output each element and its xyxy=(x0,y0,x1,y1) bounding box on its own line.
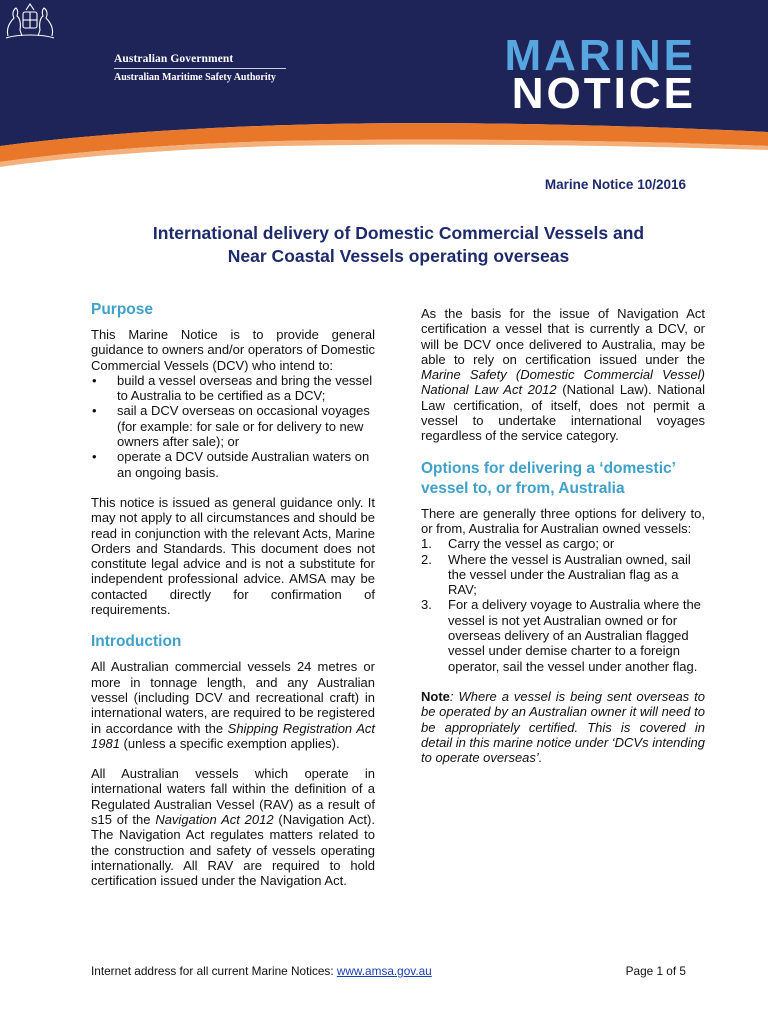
agency-name: Australian Maritime Safety Authority xyxy=(114,72,276,83)
note-label: Note xyxy=(421,688,450,704)
amsa-website-link[interactable]: www.amsa.gov.au xyxy=(336,964,432,978)
text-run: (National Law). National Law certification, of itself, does not permit a vessel to undertake international voyages regardless of the service category. xyxy=(421,382,705,444)
act-title: Navigation Act 2012 xyxy=(155,812,274,828)
purpose-list xyxy=(91,373,375,480)
text-run: All Australian vessels which operate in international waters fall within the definition of a Regulated Australian Vessel (RAV) as a result of s15 of the xyxy=(91,766,375,828)
list-item: • build a vessel overseas and bring the vessel to Australia to be certified as a DCV; xyxy=(91,373,375,404)
title-line-2: Near Coastal Vessels operating overseas xyxy=(227,246,570,266)
government-identity xyxy=(114,53,286,83)
introduction-paragraph-1 xyxy=(91,659,375,751)
text-run: (unless a specific exemption applies). xyxy=(119,735,340,751)
introduction-heading: Introduction xyxy=(91,633,182,651)
certification-paragraph xyxy=(421,306,705,444)
marine-notice-brand xyxy=(504,31,696,118)
title-line-1: International delivery of Domestic Commercial Vessels and xyxy=(152,223,645,243)
header-banner xyxy=(0,0,768,170)
list-item: • operate a DCV outside Australian waters on an ongoing basis. xyxy=(91,449,375,480)
options-intro: There are generally three options for delivery to, or from, Australia for Australian owned vessels: xyxy=(421,505,705,536)
list-text: Where the vessel is Australian owned, sail the vessel under the Australian flag as a RAV; xyxy=(448,551,691,598)
list-text: Carry the vessel as cargo; or xyxy=(448,536,615,552)
text-run: All Australian commercial vessels 24 metres or more in tonnage length, and any Australian vessel (including DCV and recreational craft) in international waters, are required to be registered in accordance with the xyxy=(91,659,375,736)
note-paragraph xyxy=(421,689,705,765)
right-column xyxy=(421,306,705,780)
footer-text: Internet address for all current Marine Notices: xyxy=(91,964,337,978)
document-title xyxy=(60,222,737,268)
list-number: 3. xyxy=(421,597,432,613)
brand-line-2: NOTICE xyxy=(511,69,696,118)
brand-line-1: MARINE xyxy=(504,31,696,80)
left-column xyxy=(91,300,375,904)
list-item xyxy=(421,552,705,598)
coat-of-arms-icon xyxy=(0,0,60,40)
list-number: 1. xyxy=(421,536,432,552)
page-footer xyxy=(91,964,686,978)
act-title: Shipping Registration Act 1981 xyxy=(91,720,375,751)
text-run: (Navigation Act). The Navigation Act regulates matters related to the construction and safety of vessels operating internationally. All RAV are required to hold certification issued under the Navigation Act. xyxy=(91,812,375,889)
introduction-paragraph-2 xyxy=(91,766,375,888)
list-item: • sail a DCV overseas on occasional voyages (for example: for sale or for delivery to new owners after sale); or xyxy=(91,403,375,449)
act-title: Marine Safety (Domestic Commercial Vessel) National Law Act 2012 xyxy=(421,367,705,398)
purpose-heading: Purpose xyxy=(91,301,154,318)
text-run: As the basis for the issue of Navigation Act certification a vessel that is currently a DCV, or will be DCV once delivered to Australia, may be able to rely on certification issued under the xyxy=(421,306,705,367)
government-name: Australian Government xyxy=(114,53,234,65)
list-item xyxy=(421,597,705,673)
identity-divider xyxy=(114,68,286,69)
options-heading: Options for delivering a ‘domestic’ vessel to, or from, Australia xyxy=(421,459,676,497)
notice-number: Marine Notice 10/2016 xyxy=(544,177,686,192)
list-number: 2. xyxy=(421,551,432,567)
page-number: Page 1 of 5 xyxy=(625,964,686,978)
list-item xyxy=(421,536,705,551)
list-text: For a delivery voyage to Australia where the vessel is not yet Australian owned or for overseas delivery of an Australian flagged vessel under demise charter to a foreign operator, sail the vessel under another flag. xyxy=(448,597,701,674)
options-list xyxy=(421,536,705,674)
note-text: : Where a vessel is being sent overseas to be operated by an Australian owner it will need to be appropriately certified. This is covered in detail in this marine notice under ‘DCVs intending to operate overseas’. xyxy=(421,688,705,766)
purpose-intro: This Marine Notice is to provide general guidance to owners and/or operators of Domestic Commercial Vessels (DCV) who intend to: xyxy=(91,327,375,373)
purpose-disclaimer: This notice is issued as general guidance only. It may not apply to all circumstances and should be read in conjunction with the relevant Acts, Marine Orders and Standards. This document does not constitute legal advice and is not a substitute for independent professional advice. AMSA may be contacted directly for confirmation of requirements. xyxy=(91,494,375,618)
